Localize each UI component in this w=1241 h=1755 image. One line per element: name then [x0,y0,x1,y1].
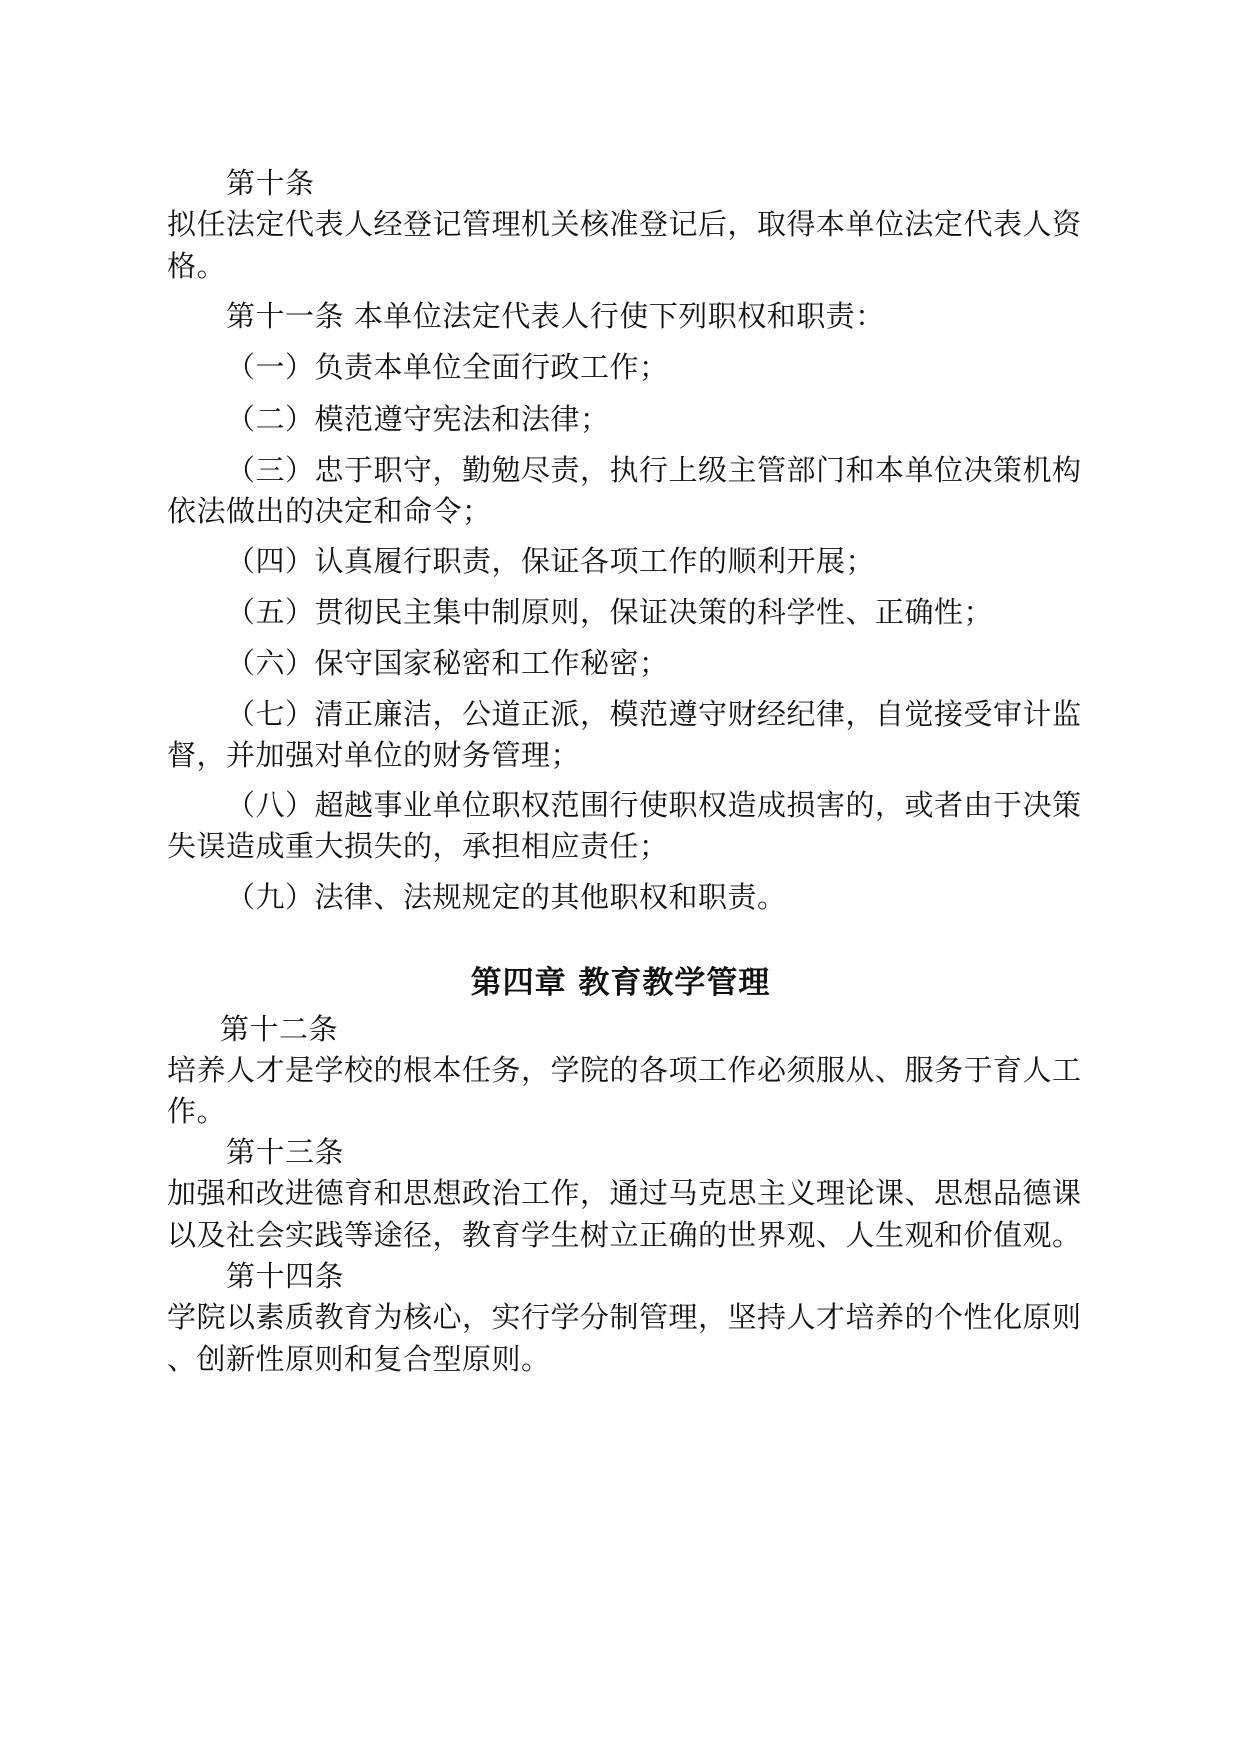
article-11-item-2: （二）模范遵守宪法和法律； [226,402,610,436]
article-14-title: 第十四条 [226,1259,345,1293]
article-10-title: 第十条 [226,166,315,200]
article-10-text-line-1: 拟任法定代表人经登记管理机关核准登记后，取得本单位法定代表人资 [167,207,1082,241]
article-13-title: 第十三条 [226,1135,345,1169]
article-13-text-line-1: 加强和改进德育和思想政治工作，通过马克思主义理论课、思想品德课 [167,1176,1082,1210]
article-10-text-line-2: 格。 [167,249,227,283]
article-11-item-9: （九）法律、法规规定的其他职权和职责。 [226,880,787,914]
article-13-text-line-2: 以及社会实践等途径，教育学生树立正确的世界观、人生观和价值观。 [167,1218,1082,1252]
article-11-item-8-line-2: 失误造成重大损失的，承担相应责任； [167,829,669,863]
article-11-item-3-line-1: （三）忠于职守，勤勉尽责，执行上级主管部门和本单位决策机构 [226,453,1082,487]
article-11-item-5: （五）贯彻民主集中制原则，保证决策的科学性、正确性； [226,595,994,629]
article-11-item-1: （一）负责本单位全面行政工作； [226,350,669,384]
article-12-title: 第十二条 [220,1012,339,1046]
chapter-4-heading: 第四章 教育教学管理 [470,965,771,1001]
article-11-item-8-line-1: （八）超越事业单位职权范围行使职权造成损害的，或者由于决策 [226,788,1082,822]
article-12-text-line-2: 作。 [167,1094,227,1128]
article-12-text-line-1: 培养人才是学校的根本任务，学院的各项工作必须服从、服务于育人工 [167,1053,1082,1087]
article-11-item-7-line-2: 督，并加强对单位的财务管理； [167,738,581,772]
article-11-intro: 第十一条 本单位法定代表人行使下列职权和职责： [226,299,885,333]
article-14-text-line-1: 学院以素质教育为核心，实行学分制管理，坚持人才培养的个性化原则 [167,1300,1082,1334]
article-11-item-3-line-2: 依法做出的决定和命令； [167,494,492,528]
article-11-item-4: （四）认真履行职责，保证各项工作的顺利开展； [226,544,876,578]
article-11-item-6: （六）保守国家秘密和工作秘密； [226,646,669,680]
article-14-text-line-2: 、创新性原则和复合型原则。 [167,1342,551,1376]
article-11-item-7-line-1: （七）清正廉洁，公道正派，模范遵守财经纪律，自觉接受审计监 [226,697,1082,731]
